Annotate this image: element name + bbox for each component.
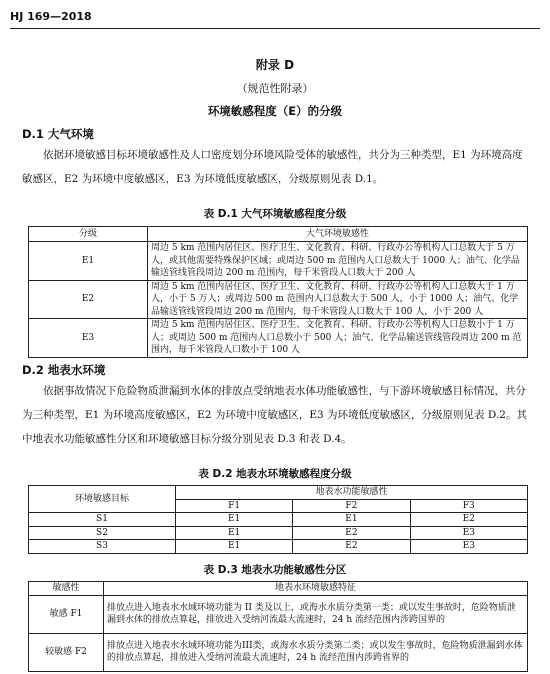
table-cell: E1 <box>293 513 410 527</box>
table-cell-level: E3 <box>29 319 148 358</box>
table-header-cell: F3 <box>410 499 527 513</box>
table-header-cell: F1 <box>176 499 293 513</box>
table-cell-desc: 周边 5 km 范围内居住区、医疗卫生、文化教育、科研、行政办公等机构人口总数小于 1 万人；或周边 500 m 范围内人口总数小于 500 人；油气、化学品输送管线管段周边 200 m 范围内，每千米管段人口数小于 100 人 <box>148 319 528 358</box>
table-header-cell: 环境敏感目标 <box>29 486 176 513</box>
table-header-cell: 分级 <box>29 227 148 242</box>
appendix-title: 附录 D <box>255 58 295 72</box>
table-header-row <box>29 227 528 242</box>
table-d2-title: 表 D.2 地表水环境敏感程度分级 <box>198 468 352 480</box>
table-row <box>29 280 528 319</box>
table-cell-desc: 排放点进入地表水水域环境功能为 II 类及以上，或海水水质分类第一类；或以发生事故时，危险物质泄漏到水体的排放点算起，排放进入受纳河流最大流速时，24 h 流经范围内涉跨国界的 <box>104 595 528 633</box>
table-header-cell: F2 <box>293 499 410 513</box>
table-cell-level: 较敏感 F2 <box>29 633 104 671</box>
table-row <box>29 319 528 358</box>
table-cell: E2 <box>293 526 410 540</box>
table-cell: E3 <box>410 526 527 540</box>
table-row <box>29 595 528 633</box>
table-header-cell: 地表水环境敏感特征 <box>104 582 528 596</box>
appendix-name: 环境敏感程度（E）的分级 <box>207 104 343 118</box>
document-code: HJ 169—2018 <box>10 10 92 23</box>
section-d2-title: D.2 地表水环境 <box>22 363 106 377</box>
table-d2 <box>28 485 528 554</box>
table-row <box>29 242 528 281</box>
table-row <box>29 633 528 671</box>
appendix-subtitle: （规范性附录） <box>236 82 314 95</box>
table-cell: E1 <box>176 540 293 554</box>
table-cell: E2 <box>293 540 410 554</box>
table-d1-title: 表 D.1 大气环境敏感程度分级 <box>203 208 347 220</box>
table-d3 <box>28 581 528 672</box>
table-cell-level: E1 <box>29 242 148 281</box>
section-d1-paragraph: 依据环境敏感目标环境敏感性及人口密度划分环境风险受体的敏感性，共分为三种类型，E1 为环境高度敏感区，E2 为环境中度敏感区，E3 为环境低度敏感区，分级原则见表 D.1。 <box>22 149 523 185</box>
table-header-row <box>29 582 528 596</box>
table-d3-title: 表 D.3 地表水功能敏感性分区 <box>203 564 347 576</box>
table-row <box>29 513 528 527</box>
table-cell-desc: 周边 5 km 范围内居住区、医疗卫生、文化教育、科研、行政办公等机构人口总数大于 5 万人，或其他需要特殊保护区域；或周边 500 m 范围内人口总数大于 1000 人；油气、化学品输送管线管段周边 200 m 范围内，每千米管段人口数大于 200 人 <box>148 242 528 281</box>
table-cell-desc: 周边 5 km 范围内居住区、医疗卫生、文化教育、科研、行政办公等机构人口总数大于 1 万人，小于 5 万人；或周边 500 m 范围内人口总数大于 500 人，小于 1000 人；油气、化学品输送管线管段周边 200 m 范围内，每千米管段人口数大于 100 人，小于 200 人 <box>148 280 528 319</box>
table-header-cell: 敏感性 <box>29 582 104 596</box>
table-header-cell: 地表水功能敏感性 <box>176 486 528 500</box>
section-d2-paragraph: 依据事故情况下危险物质泄漏到水体的排放点受纳地表水体功能敏感性，与下游环境敏感目标情况，共分为三种类型，E1 为环境高度敏感区，E2 为环境中度敏感区，E3 为环境低度敏感区，分级原则见表 D.2。其中地表水功能敏感性分区和环境敏感目标分级分别见表 D.3 和表 D.4。 <box>22 385 527 445</box>
table-cell: E1 <box>176 513 293 527</box>
table-row <box>29 540 528 554</box>
table-cell: S2 <box>29 526 176 540</box>
table-cell: S1 <box>29 513 176 527</box>
table-cell: E1 <box>176 526 293 540</box>
table-d1 <box>28 226 528 358</box>
table-cell: E3 <box>410 540 527 554</box>
header-rule <box>10 28 540 29</box>
table-cell: S3 <box>29 540 176 554</box>
section-d1-title: D.1 大气环境 <box>22 127 94 141</box>
table-cell-level: 敏感 F1 <box>29 595 104 633</box>
table-cell: E2 <box>410 513 527 527</box>
table-header-cell: 大气环境敏感性 <box>148 227 528 242</box>
table-cell-desc: 排放点进入地表水水域环境功能为III类，或海水水质分类第二类；或以发生事故时，危险物质泄漏到水体的排放点算起，排放进入受纳河流最大流速时，24 h 流经范围内涉跨省界的 <box>104 633 528 671</box>
table-header-row <box>29 486 528 500</box>
table-cell-level: E2 <box>29 280 148 319</box>
table-row <box>29 526 528 540</box>
